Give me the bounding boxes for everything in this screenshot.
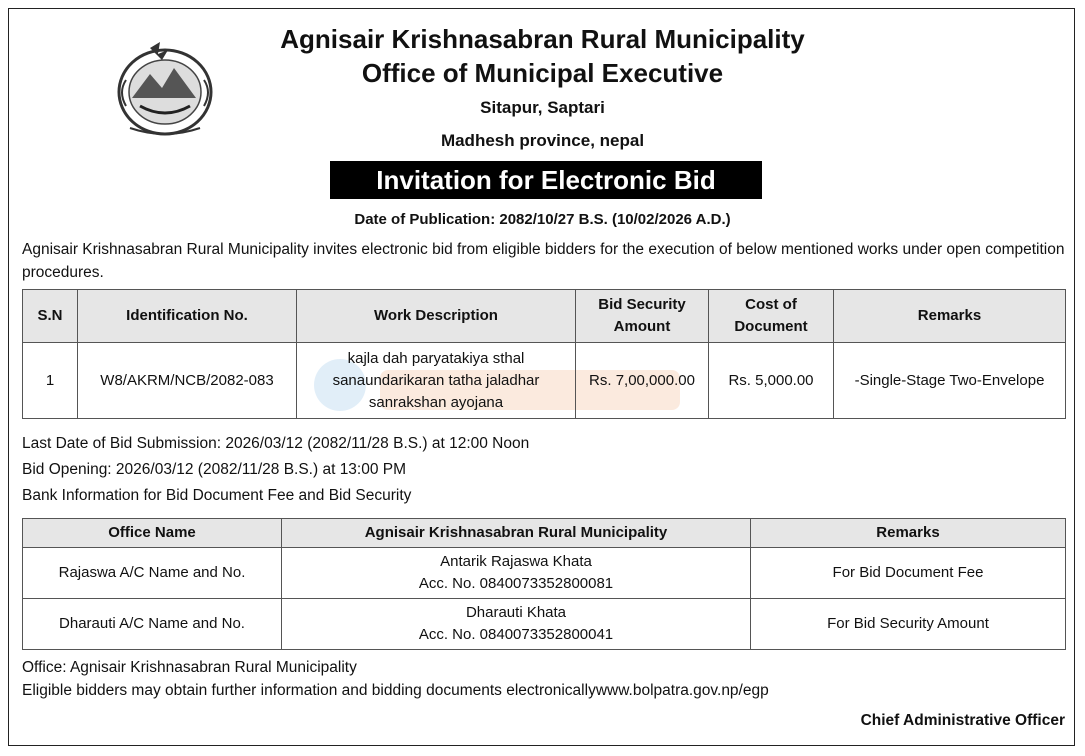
submission-date: Last Date of Bid Submission: 2026/03/12 (2082/11/28 B.S.) at 12:00 Noon	[22, 435, 530, 452]
header-id: Identification No.	[78, 290, 297, 343]
cell-sn: 1	[23, 343, 78, 419]
cell-bank-remarks: For Bid Security Amount	[751, 599, 1066, 650]
account-khata: Dharauti Khata	[465, 604, 567, 621]
header-cost: Cost of Document	[709, 290, 834, 343]
header-municipality: Agnisair Krishnasabran Rural Municipality	[282, 519, 751, 548]
province-line: Madhesh province, nepal	[440, 131, 645, 150]
address-line: Sitapur, Saptari	[480, 98, 605, 117]
bid-table	[22, 289, 1066, 419]
dates-block	[22, 431, 529, 509]
nepal-emblem-icon	[110, 40, 220, 140]
cell-account-detail	[282, 599, 751, 650]
account-number: Acc. No. 0840073352800041	[418, 626, 614, 643]
opening-date: Bid Opening: 2026/03/12 (2082/11/28 B.S.) at 13:00 PM	[22, 461, 407, 478]
table-row	[23, 548, 1066, 599]
office-name: Office of Municipal Executive	[361, 58, 724, 88]
cell-account-name: Dharauti A/C Name and No.	[23, 599, 282, 650]
cell-remarks: -Single-Stage Two-Envelope	[834, 343, 1066, 419]
municipality-name: Agnisair Krishnasabran Rural Municipality	[280, 24, 805, 54]
footer-office: Office: Agnisair Krishnasabran Rural Municipality	[22, 659, 357, 676]
notice-title-banner: Invitation for Electronic Bid	[330, 161, 762, 199]
table-row	[23, 343, 1066, 419]
cell-account-detail	[282, 548, 751, 599]
account-number: Acc. No. 0840073352800081	[418, 575, 614, 592]
cell-desc: kajla dah paryatakiya sthal sanaundarikaran tatha jaladhar sanrakshan ayojana	[297, 343, 576, 419]
cell-security: Rs. 7,00,000.00	[576, 343, 709, 419]
cell-cost: Rs. 5,000.00	[709, 343, 834, 419]
header-sn: S.N	[23, 290, 78, 343]
header-desc: Work Description	[297, 290, 576, 343]
publication-date: Date of Publication: 2082/10/27 B.S. (10/02/2026 A.D.)	[354, 211, 731, 228]
footer-block	[22, 656, 769, 702]
bank-info-heading: Bank Information for Bid Document Fee and Bid Security	[22, 487, 412, 504]
header-security: Bid Security Amount	[576, 290, 709, 343]
cell-account-name: Rajaswa A/C Name and No.	[23, 548, 282, 599]
intro-paragraph: Agnisair Krishnasabran Rural Municipality invites electronic bid from eligible bidders for the execution of below mentioned works under open competition procedures.	[22, 241, 1065, 281]
bank-table	[22, 518, 1066, 650]
header-office-name: Office Name	[23, 519, 282, 548]
header-remarks: Remarks	[834, 290, 1066, 343]
signatory: Chief Administrative Officer	[860, 712, 1065, 729]
cell-bank-remarks: For Bid Document Fee	[751, 548, 1066, 599]
header-bank-remarks: Remarks	[751, 519, 1066, 548]
footer-info: Eligible bidders may obtain further information and bidding documents electronicallywww.bolpatra.gov.np/egp	[22, 682, 769, 699]
account-khata: Antarik Rajaswa Khata	[440, 553, 592, 570]
cell-id: W8/AKRM/NCB/2082-083	[78, 343, 297, 419]
table-row	[23, 599, 1066, 650]
